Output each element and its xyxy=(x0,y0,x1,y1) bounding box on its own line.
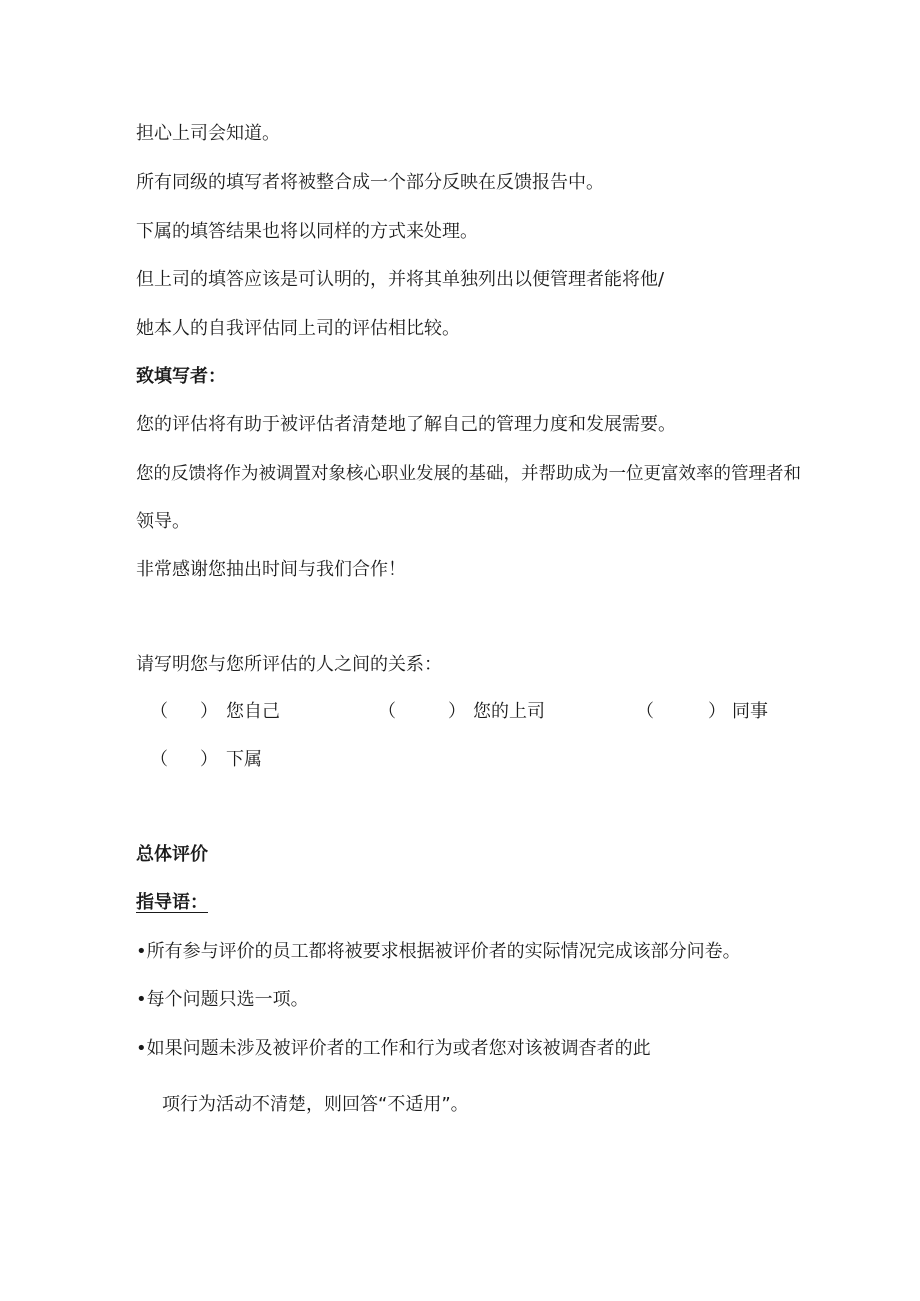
option-close-paren: ） xyxy=(708,701,726,722)
option-close-paren: ） xyxy=(200,749,218,770)
to-respondent-para1: 您的评估将有助于被评估者清楚地了解自己的管理力度和发展需要。 xyxy=(136,414,676,435)
option-close-paren: ） xyxy=(200,701,218,722)
intro-line-4: 但上司的填答应该是可认明的，并将其单独列出以便管理者能将他/ xyxy=(136,269,665,290)
intro-line-1: 担心上司会知道。 xyxy=(136,123,280,144)
intro-line-3: 下属的填答结果也将以同样的方式来处理。 xyxy=(136,221,478,242)
option-supervisor-label: 您的上司 xyxy=(473,701,545,722)
option-peer-label: 同事 xyxy=(732,701,768,722)
option-close-paren: ） xyxy=(448,701,466,722)
option-peer[interactable] xyxy=(636,700,786,724)
option-self[interactable] xyxy=(150,700,300,724)
option-open-paren: （ xyxy=(150,749,168,770)
option-subordinate[interactable] xyxy=(150,748,300,772)
guide-bullet-3: •如果问题未涉及被评价者的工作和行为或者您对该被调杳者的此 xyxy=(136,1038,651,1059)
guide-bullet-2: •每个问题只选一项。 xyxy=(136,989,309,1010)
option-self-label: 您自己 xyxy=(226,701,280,722)
intro-line-5: 她本人的自我评估同上司的评估相比较。 xyxy=(136,318,460,339)
option-supervisor[interactable] xyxy=(378,700,568,724)
to-respondent-heading: 致填写者： xyxy=(136,366,226,387)
to-respondent-para2-line1: 您的反馈将作为被调置对象核心职业发展的基础，并帮助成为一位更富效率的管理者和 xyxy=(136,464,801,484)
option-open-paren: （ xyxy=(378,701,396,722)
intro-line-2: 所有同级的填写者将被整合成一个部分反映在反馈报告中。 xyxy=(136,172,604,193)
option-open-paren: （ xyxy=(150,701,168,722)
to-respondent-para2-line2: 领导。 xyxy=(136,511,190,532)
relationship-question: 请写明您与您所评估的人之间的关系： xyxy=(136,654,442,675)
guide-bullet-3-cont: 项行为活动不清楚，则回答“不适用”。 xyxy=(162,1094,469,1115)
overall-heading: 总体评价 xyxy=(136,844,208,865)
guide-heading: 指导语： xyxy=(136,892,208,913)
guide-bullet-1: •所有参与评价的员工都将被要求根据被评价者的实际情况完成该部分问卷。 xyxy=(136,941,741,962)
option-open-paren: （ xyxy=(636,701,654,722)
option-subordinate-label: 下属 xyxy=(226,749,262,770)
thanks-line: 非常感谢您抽出时间与我们合作！ xyxy=(136,559,406,580)
